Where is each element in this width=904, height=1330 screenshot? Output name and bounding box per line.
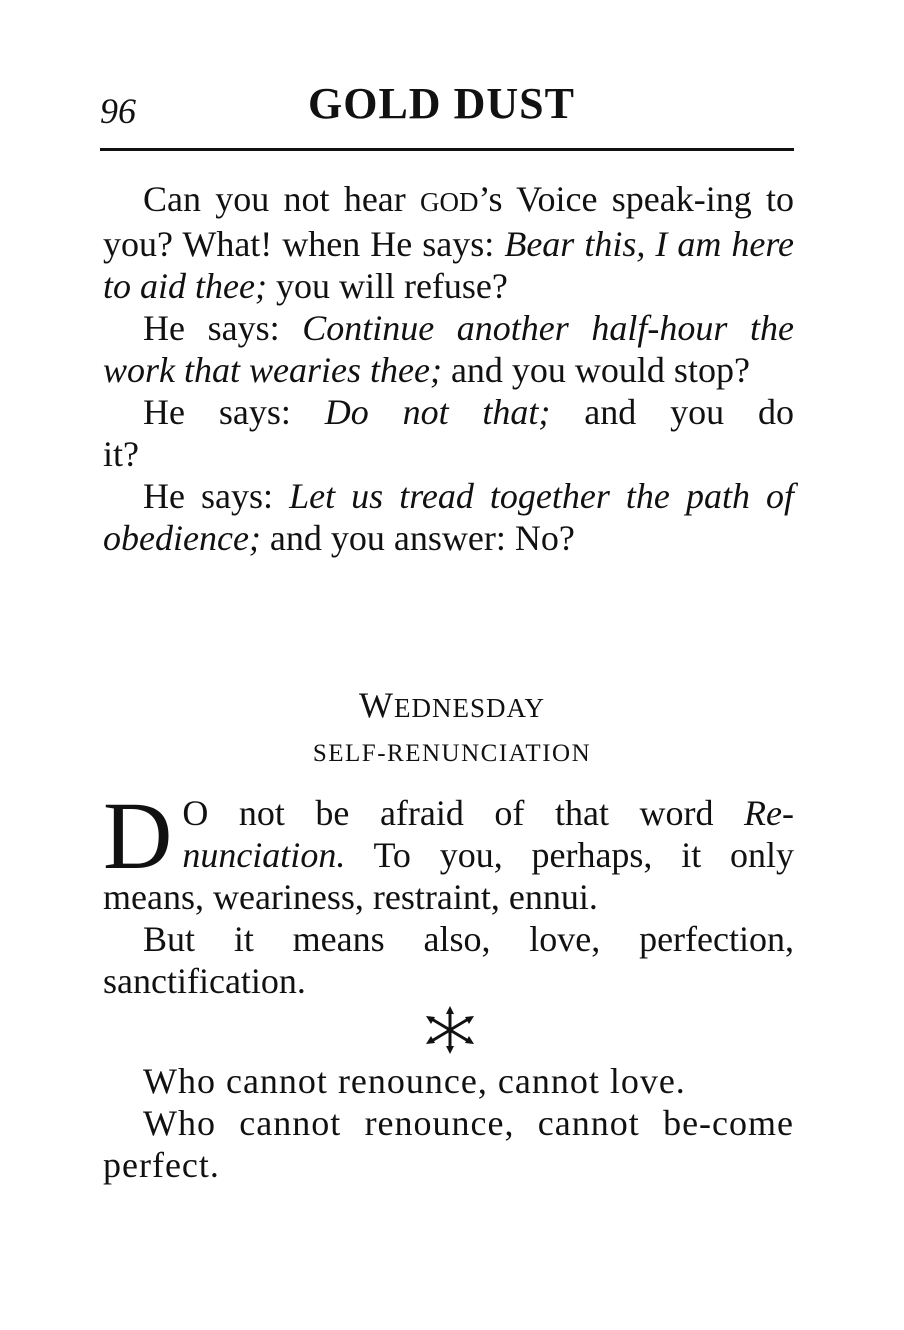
- section-subheading: SELF-RENUNCIATION: [312, 740, 592, 767]
- running-title: GOLD DUST: [308, 79, 575, 128]
- header-rule: [100, 148, 794, 151]
- paragraph: Who cannot renounce, cannot love.: [143, 1061, 686, 1101]
- day-heading: WEDNESDAY: [359, 685, 545, 725]
- section-tuesday-text: [103, 178, 794, 559]
- asterism-ornament-icon: [424, 1006, 476, 1054]
- closing-text: [103, 1060, 794, 1186]
- page-number: 96: [100, 91, 136, 131]
- section-wednesday-text: [103, 782, 794, 1002]
- page-header: [0, 78, 904, 138]
- drop-cap: D: [103, 782, 173, 889]
- paragraph: Who cannot renounce, cannot be-come perfect.: [103, 1103, 794, 1185]
- paragraph: But it means also, love, perfection, sanctification.: [103, 919, 794, 1001]
- paragraph: He says: Do not that; and you do it?: [103, 392, 794, 474]
- paragraph: He says: Continue another half-hour the work that wearies thee; and you would stop?: [103, 308, 794, 390]
- paragraph: Can you not hear GOD’s Voice speak-ing to you? What! when He says: Bear this, I am here to aid thee; you will refuse?: [103, 179, 795, 306]
- paragraph: D O not be afraid of that word Re-nunciation. To you, perhaps, it only means, weariness, restraint, ennui.: [103, 782, 794, 917]
- small-caps-god: GOD: [420, 187, 479, 217]
- paragraph: He says: Let us tread together the path of obedience; and you answer: No?: [103, 476, 794, 558]
